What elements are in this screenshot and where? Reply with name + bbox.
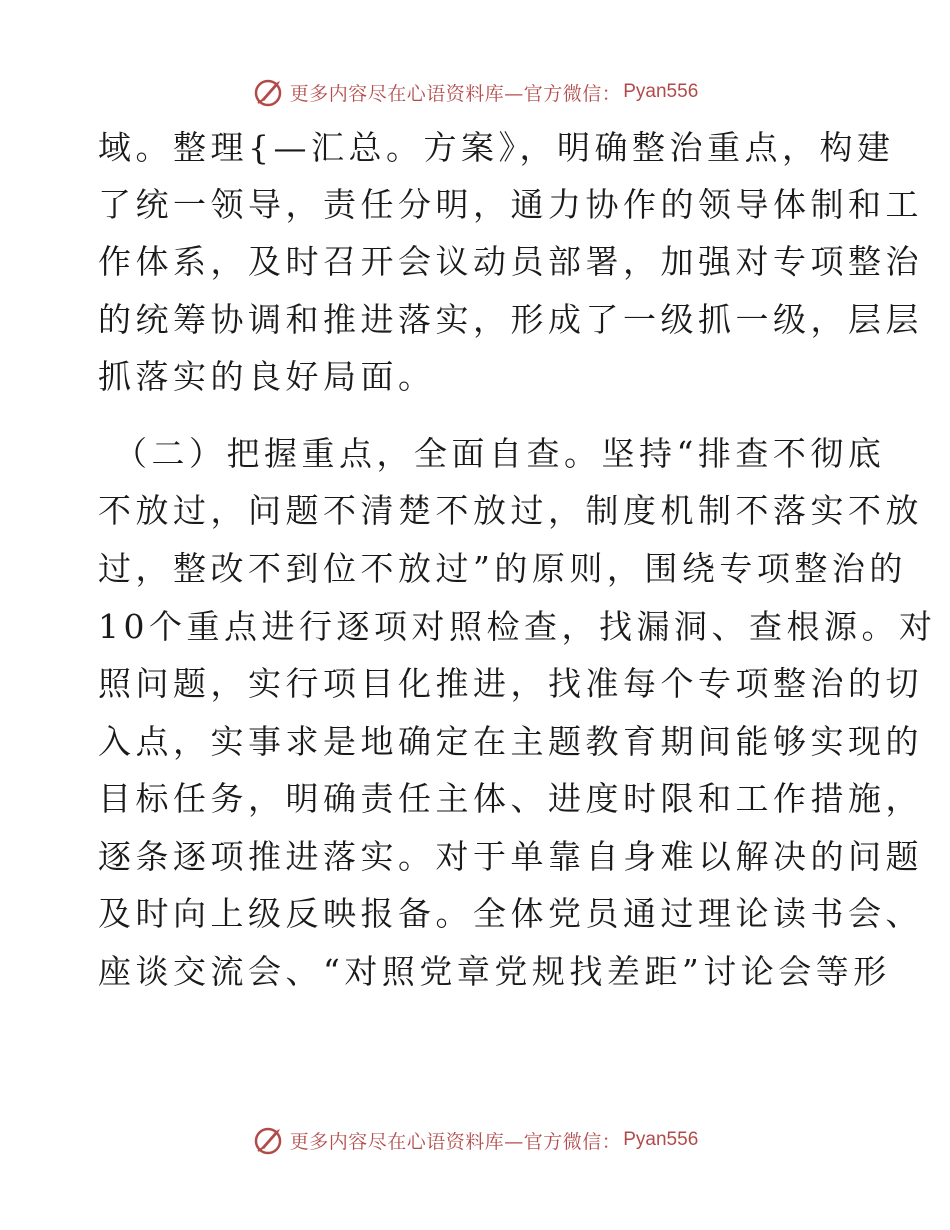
text-line: 逐条逐项推进落实。对于单靠自身难以解决的问题: [98, 837, 923, 876]
quill-logo-icon: [252, 75, 286, 109]
text-line: 过，整改不到位不放过”的原则，围绕专项整治的: [98, 549, 907, 588]
text-line: 及时向上级反映报备。全体党员通过理论读书会、: [98, 894, 923, 933]
text-line: 目标任务，明确责任主体、进度时限和工作措施，: [98, 779, 923, 818]
text-line: 域。整理{—汇总。方案》，明确整治重点，构建: [98, 128, 895, 167]
text-line: 抓落实的良好局面。: [98, 357, 436, 396]
watermark-footer: [0, 1120, 950, 1160]
watermark-text: 更多内容尽在心语资料库—官方微信：: [289, 82, 622, 105]
watermark-wechat-id: Pyan556: [623, 81, 699, 102]
watermark-wechat-id: Pyan556: [623, 1129, 699, 1150]
text-line: 入点，实事求是地确定在主题教育期间能够实现的: [98, 722, 923, 761]
text-line: 不放过，问题不清楚不放过，制度机制不落实不放: [98, 491, 923, 530]
text-line: 座谈交流会、“对照党章党规找差距”讨论会等形: [98, 952, 891, 991]
watermark-text: 更多内容尽在心语资料库—官方微信：: [289, 1130, 622, 1153]
watermark-header: [0, 72, 950, 112]
text-line: （二）把握重点，全面自查。坚持“排查不彻底: [114, 434, 886, 473]
quill-logo-icon: [252, 1123, 286, 1157]
text-line: 照问题，实行项目化推进，找准每个专项整治的切: [98, 664, 923, 703]
text-line: 作体系，及时召开会议动员部署，加强对专项整治: [98, 242, 923, 281]
text-line: 的统筹协调和推进落实，形成了一级抓一级，层层: [98, 300, 923, 339]
text-line: 了统一领导，责任分明，通力协作的领导体制和工: [98, 185, 923, 224]
text-line: 10个重点进行逐项对照检查，找漏洞、查根源。对: [98, 607, 937, 646]
